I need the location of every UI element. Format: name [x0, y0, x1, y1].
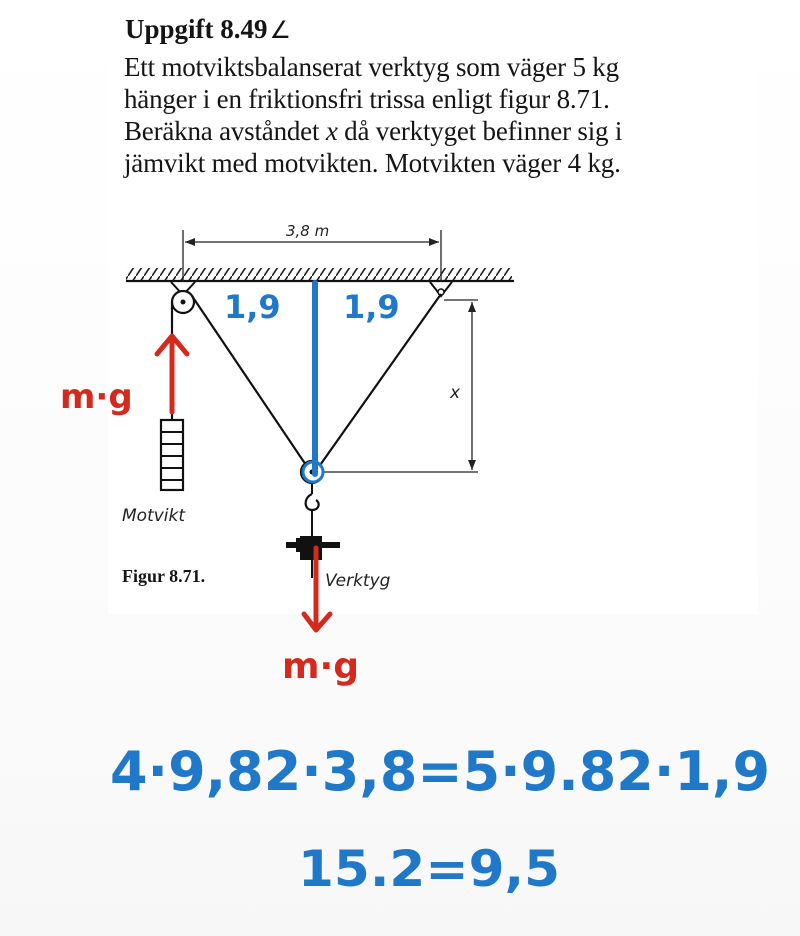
equation-line-2: 15.2=9,5 [298, 840, 560, 898]
tool-label: Verktyg [325, 571, 391, 591]
counterweight-label: Motvikt [122, 506, 186, 526]
left-pulley [171, 282, 195, 313]
downward-force-label: m·g [282, 646, 359, 687]
upward-force-label: m·g [60, 377, 133, 417]
figure-caption: Figur 8.71. [122, 566, 206, 586]
counterweight [161, 420, 183, 490]
ceiling [126, 268, 514, 281]
problem-text-line-3-part-2: då verktyget befinner sig i [337, 116, 623, 146]
problem-number: Uppgift 8.49 [125, 14, 268, 44]
rope [172, 294, 441, 468]
upward-force-arrow [157, 336, 187, 412]
problem-text-line-3-part-1: Beräkna avståndet [124, 116, 326, 146]
height-label: x [450, 383, 461, 403]
right-half-annotation: 1,9 [343, 288, 400, 326]
problem-text-line-1: Ett motviktsbalanserat verktyg som väger 5 kg [124, 52, 619, 82]
variable-x: x [325, 116, 338, 146]
left-half-annotation: 1,9 [224, 288, 281, 326]
right-anchor [430, 282, 452, 296]
span-label: 3,8 m [286, 222, 330, 240]
check-mark: ∠ [269, 16, 292, 44]
problem-text-line-4: jämvikt med motvikten. Motvikten väger 4 kg. [124, 148, 621, 178]
problem-text-line-2: hänger i en friktionsfri trissa enligt figur 8.71. [124, 84, 610, 114]
equation-line-1: 4·9,82·3,8=5·9.82·1,9 [110, 740, 770, 803]
